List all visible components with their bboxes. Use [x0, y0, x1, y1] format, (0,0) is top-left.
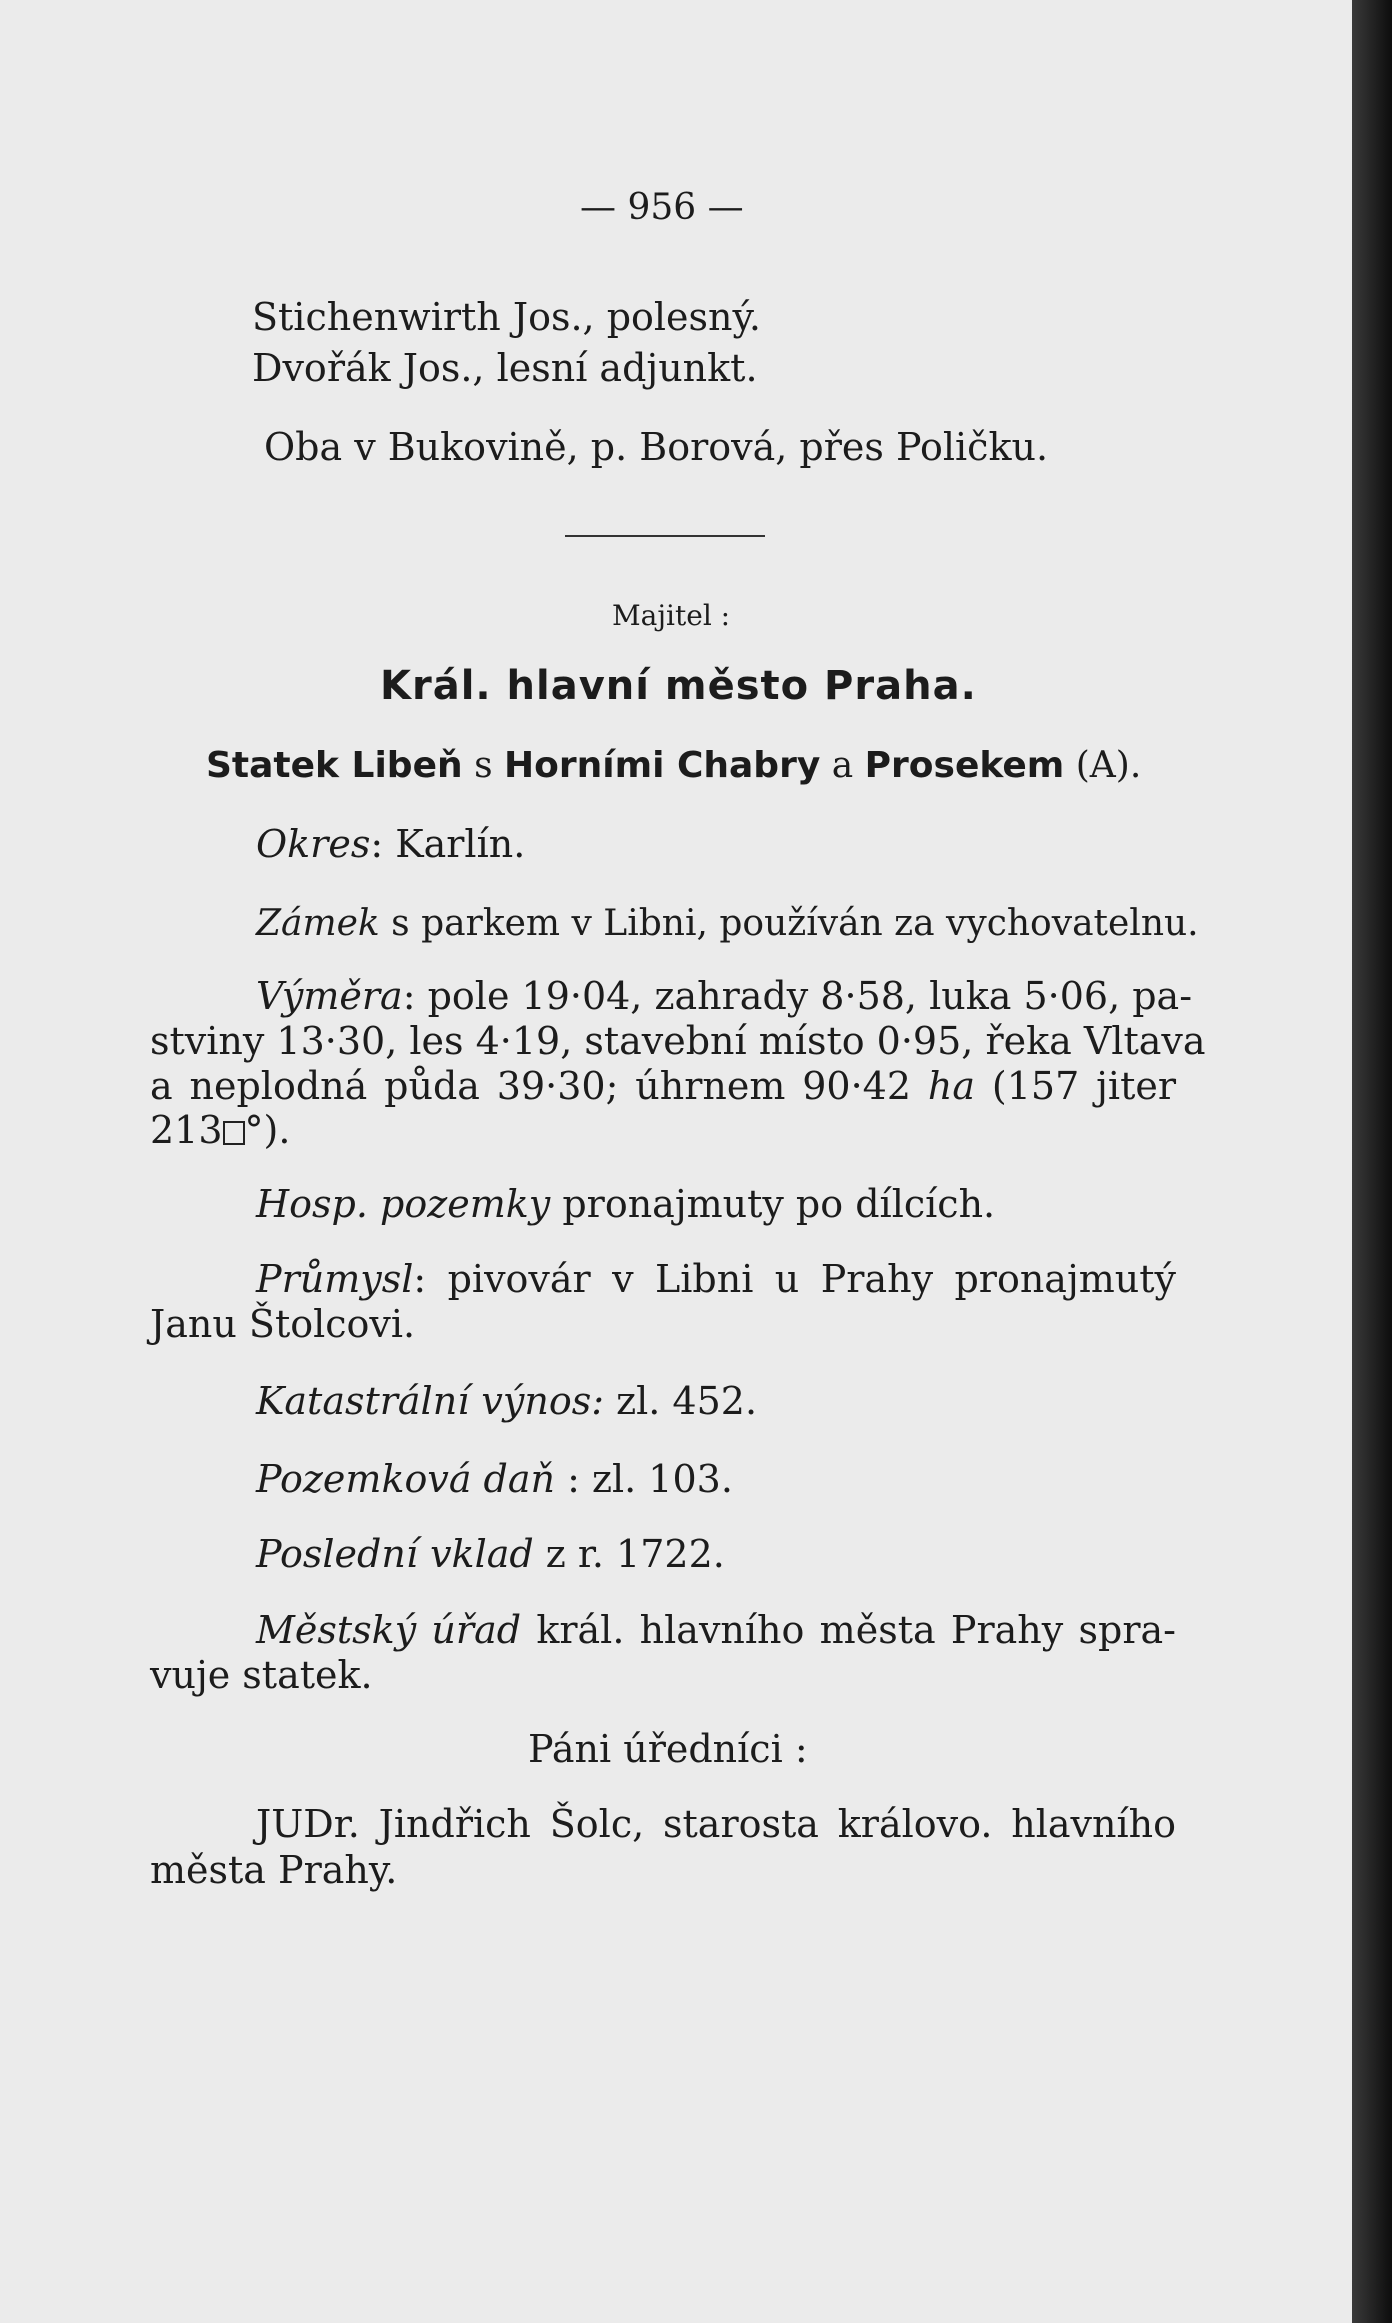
castle-value: s parkem v Libni, používán za vychovatelnu.	[379, 903, 1199, 944]
cadastral-label: Katastrální výnos:	[256, 1379, 605, 1423]
area-line-3-end: (157 jiter	[975, 1064, 1176, 1108]
square-fathom-icon	[223, 1121, 245, 1145]
cadastral-value: zl. 452.	[604, 1379, 758, 1423]
area-line-4-end: °).	[244, 1108, 291, 1152]
location-line: Oba v Bukovině, p. Borová, přes Poličku.	[264, 425, 1049, 469]
area-line-4	[150, 1106, 290, 1154]
office-line-1	[256, 1606, 1176, 1654]
district-value: : Karlín.	[370, 822, 526, 866]
area-line-3	[150, 1062, 1176, 1110]
office-line-1-text: král. hlavního města Prahy spra-	[521, 1608, 1176, 1652]
estate-title	[206, 742, 1141, 790]
district-line	[256, 820, 525, 868]
castle-line	[256, 900, 1199, 948]
cadastral-line	[256, 1377, 757, 1425]
land-tax-label: Pozemková daň	[256, 1457, 556, 1501]
land-line	[256, 1180, 995, 1228]
book-spine-shadow	[1352, 0, 1392, 2323]
office-line-2: vuje statek.	[150, 1653, 373, 1697]
area-unit: ha	[927, 1064, 976, 1108]
official-line-2: města Prahy.	[150, 1848, 398, 1892]
district-label: Okres	[256, 822, 371, 866]
owner-label: Majitel :	[612, 599, 731, 632]
staff-line-1: Stichenwirth Jos., polesný.	[252, 295, 762, 339]
section-divider	[565, 535, 765, 537]
castle-label: Zámek	[256, 903, 380, 944]
last-deposit-value: z r. 1722.	[533, 1532, 725, 1576]
land-label: Hosp. pozemky	[256, 1182, 551, 1226]
area-line-1-text: : pole 19·04, zahrady 8·58, luka 5·06, pa-	[402, 974, 1193, 1018]
estate-name: Statek Libeň	[206, 745, 463, 786]
industry-line-1-text: : pivovár v Libni u Prahy pronajmutý	[413, 1257, 1176, 1301]
staff-line-2: Dvořák Jos., lesní adjunkt.	[252, 346, 758, 390]
last-deposit-label: Poslední vklad	[256, 1532, 534, 1576]
last-deposit-line	[256, 1530, 725, 1578]
area-line-3-text: a neplodná půda 39·30; úhrnem 90·42	[150, 1064, 928, 1108]
office-label: Městský úřad	[256, 1608, 522, 1652]
official-line-1: JUDr. Jindřich Šolc, starosta královo. hlavního	[256, 1802, 1176, 1846]
area-line-4-num: 213	[150, 1108, 223, 1152]
officials-heading: Páni úředníci :	[528, 1727, 808, 1771]
industry-label: Průmysl	[256, 1257, 414, 1301]
area-line-2: stviny 13·30, les 4·19, stavební místo 0·95, řeka Vltava	[150, 1019, 1206, 1063]
industry-line-2: Janu Štolcovi.	[150, 1302, 416, 1346]
land-tax-line	[256, 1455, 733, 1503]
estate-part-3: Prosekem	[864, 745, 1065, 786]
owner-name: Král. hlavní město Praha.	[380, 663, 977, 709]
land-value: pronajmuty po dílcích.	[550, 1182, 996, 1226]
estate-conj-1: s	[462, 745, 504, 786]
estate-part-2: Horními Chabry	[504, 745, 821, 786]
estate-conj-2: a	[820, 745, 865, 786]
area-line-1	[256, 972, 1193, 1020]
land-tax-value: : zl. 103.	[555, 1457, 733, 1501]
industry-line-1	[256, 1255, 1176, 1303]
estate-suffix: (A).	[1064, 745, 1142, 786]
page-number: — 956 —	[580, 187, 744, 228]
area-label: Výměra	[256, 974, 403, 1018]
